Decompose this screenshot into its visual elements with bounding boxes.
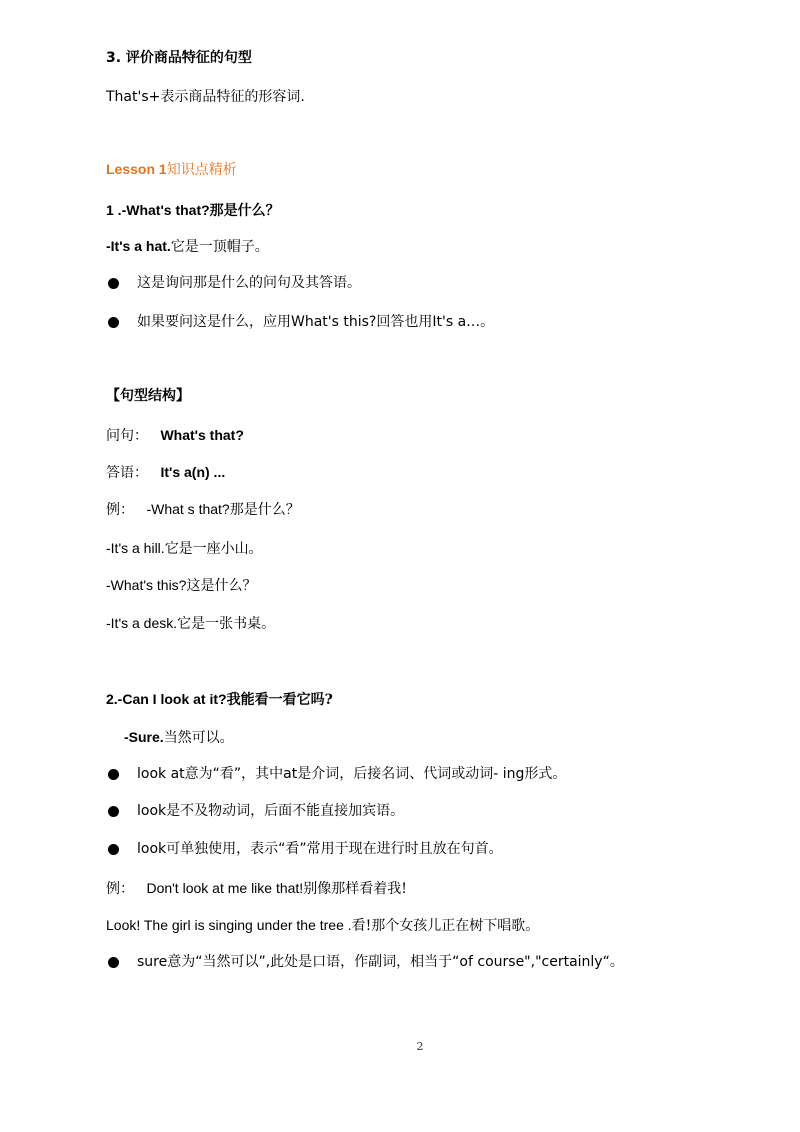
point-2-question	[106, 690, 333, 709]
structure-heading: 【句型结构】	[106, 388, 190, 404]
point-2-bullet-2-text: look是不及物动词，后面不能直接加宾语。	[137, 803, 405, 819]
point-1-question	[106, 201, 280, 220]
point-2-example-label: 例：	[106, 881, 134, 897]
structure-example-question-2-en: -What's this?	[106, 577, 187, 593]
point-2-example-2-en: Look! The girl is singing under the tree .	[106, 917, 352, 933]
structure-example-answer-1	[106, 539, 263, 558]
structure-question-value: What's that?	[160, 427, 244, 443]
structure-example-question-en: -What s that?	[146, 501, 230, 517]
point-2-bullet-1	[108, 765, 566, 783]
section-3-heading: 3. 评价商品特征的句型	[106, 50, 252, 66]
point-1-answer	[106, 237, 269, 256]
point-2-last-bullet-text: sure意为“当然可以”,此处是口语，作副词，相当于“of course","certainly“。	[137, 954, 624, 970]
point-2-bullet-1-text: look at意为“看”，其中at是介词，后接名词、代词或动词- ing形式。	[137, 766, 567, 782]
bullet-icon	[108, 317, 119, 328]
bullet-icon	[108, 957, 119, 968]
point-2-example-1-en: Don't look at me like that!	[146, 880, 304, 896]
structure-example-answer-1-en: -It's a hill.	[106, 540, 165, 556]
point-2-example-2	[106, 916, 539, 935]
structure-answer-value: It's a(n) ...	[160, 464, 226, 480]
point-2-last-bullet	[108, 953, 624, 971]
point-1-question-cn: 那是什么？	[209, 203, 280, 219]
point-2-question-en: 2.-Can I look at it?	[106, 691, 227, 707]
point-2-example-2-cn: 看!那个女孩儿正在树下唱歌。	[351, 918, 540, 934]
structure-answer-label: 答语：	[106, 465, 148, 481]
structure-example-answer-1-cn: 它是一座小山。	[164, 541, 263, 557]
point-1-bullet-1-text: 这是询问那是什么的问句及其答语。	[137, 275, 361, 291]
point-1-bullet-2	[108, 313, 494, 331]
structure-example-answer-2-cn: 它是一张书桌。	[177, 616, 276, 632]
structure-example-answer-2	[106, 614, 275, 633]
structure-question-label: 问句：	[106, 428, 148, 444]
structure-example-question-cn: 那是什么？	[229, 502, 300, 518]
point-2-example-1	[106, 879, 407, 898]
point-2-question-cn: 我能看一看它吗?	[226, 692, 333, 708]
bullet-icon	[108, 844, 119, 855]
point-1-answer-cn: 它是一顶帽子。	[170, 239, 269, 255]
structure-question	[106, 426, 244, 445]
point-2-bullet-3-text: look可单独使用，表示“看”常用于现在进行时且放在句首。	[137, 841, 503, 857]
point-2-answer-en: -Sure.	[124, 729, 164, 745]
point-1-answer-en: -It's a hat.	[106, 238, 171, 254]
structure-example-question	[106, 500, 300, 519]
bullet-icon	[108, 806, 119, 817]
bullet-icon	[108, 278, 119, 289]
lesson-title	[106, 160, 237, 179]
section-3-text: That's+表示商品特征的形容词.	[106, 89, 305, 105]
structure-example-answer-2-en: -It's a desk.	[106, 615, 178, 631]
structure-answer	[106, 463, 225, 482]
lesson-title-cn: 知识点精析	[166, 162, 237, 178]
bullet-icon	[108, 769, 119, 780]
page-number: 2	[416, 1040, 424, 1053]
point-2-example-1-cn: 别像那样看着我!	[303, 881, 407, 897]
point-1-bullet-2-text: 如果要问这是什么，应用What's this?回答也用It's a…。	[137, 314, 495, 330]
point-2-answer	[124, 728, 234, 747]
point-1-question-en: 1 .-What's that?	[106, 202, 210, 218]
point-1-bullet-1	[108, 274, 361, 292]
lesson-title-en: Lesson 1	[106, 161, 167, 177]
point-2-answer-cn: 当然可以。	[163, 730, 234, 746]
structure-example-question-2-cn: 这是什么？	[186, 578, 257, 594]
structure-example-label: 例：	[106, 502, 134, 518]
point-2-bullet-3	[108, 840, 503, 858]
point-2-bullet-2	[108, 802, 404, 820]
structure-example-question-2	[106, 576, 256, 595]
